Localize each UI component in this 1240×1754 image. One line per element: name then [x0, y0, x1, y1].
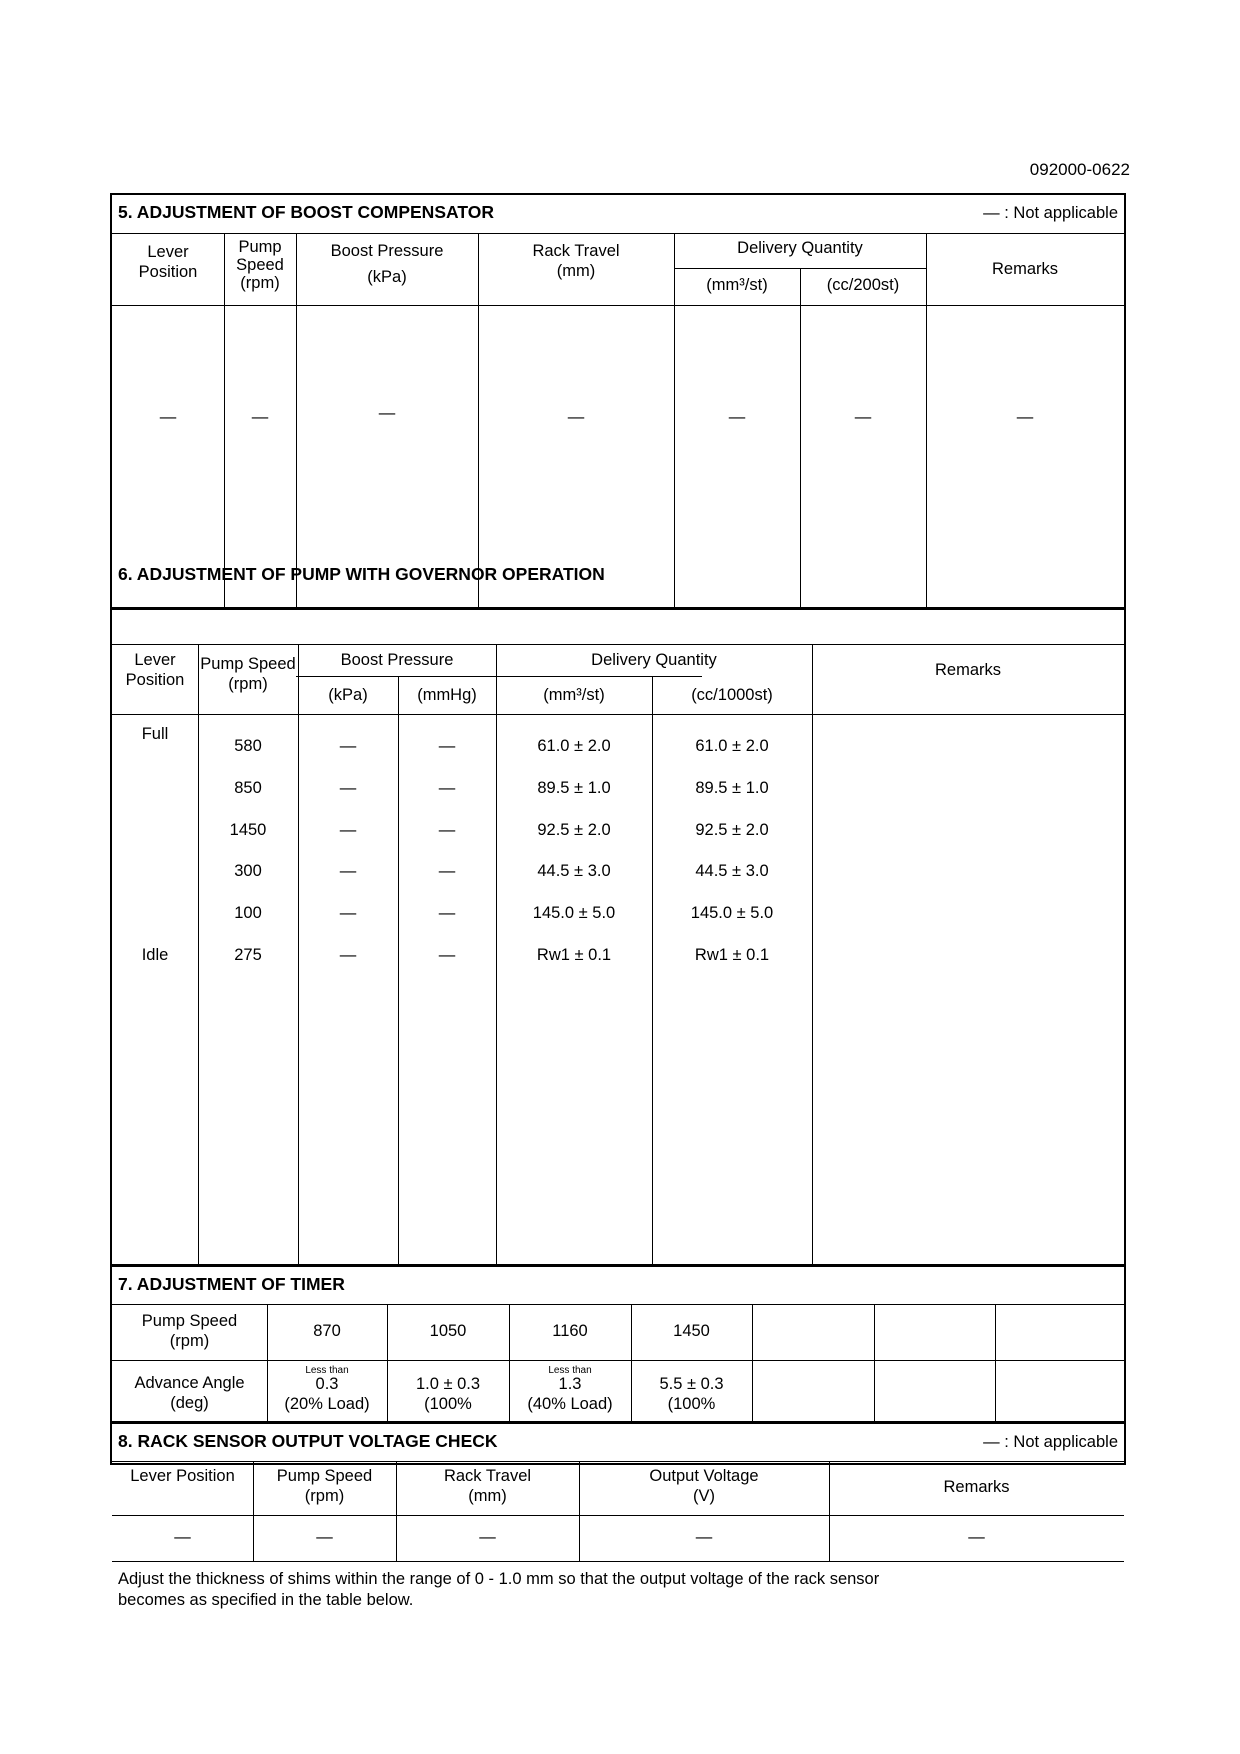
cell-delivery-mm3: 89.5 ± 1.0: [537, 779, 611, 797]
divider: [652, 676, 653, 1264]
cell-delivery-mm3: —: [728, 408, 746, 426]
cell-remarks: —: [1016, 408, 1034, 426]
cell-boost-kpa: —: [339, 779, 357, 797]
header-remarks: Remarks: [943, 1478, 1010, 1496]
divider: [112, 1264, 1124, 1267]
not-applicable-note: — : Not applicable: [983, 204, 1118, 222]
divider: [874, 1304, 875, 1421]
cell-pump-speed: 850: [234, 779, 262, 797]
cell-advance-angle: Less than 0.3 (20% Load): [284, 1365, 370, 1413]
header-rack-travel: Rack Travel (mm): [532, 242, 620, 280]
cell-delivery-mm3: 92.5 ± 2.0: [537, 821, 611, 839]
header-cc-per-1000st: (cc/1000st): [691, 686, 773, 704]
cell-lever-position: —: [174, 1528, 191, 1546]
section-6-title: 6. ADJUSTMENT OF PUMP WITH GOVERNOR OPERATION: [118, 564, 605, 584]
cell-boost-kpa: —: [339, 946, 357, 964]
divider: [112, 305, 1124, 306]
header-advance-angle: Advance Angle (deg): [134, 1374, 245, 1412]
cell-pump-speed: 100: [234, 904, 262, 922]
divider: [296, 676, 702, 677]
header-remarks: Remarks: [991, 260, 1058, 278]
cell-boost-kpa: —: [339, 821, 357, 839]
cell-delivery-cc: —: [854, 408, 872, 426]
section-5-title: 5. ADJUSTMENT OF BOOST COMPENSATOR: [118, 202, 494, 222]
section-divider: [112, 607, 1124, 610]
cell-pump-speed: —: [316, 1528, 333, 1546]
cell-boost-mmhg: —: [438, 904, 456, 922]
header-boost-pressure: Boost Pressure: [340, 651, 454, 669]
cell-advance-angle: 1.0 ± 0.3 (100%: [415, 1375, 481, 1413]
cell-delivery-mm3: 145.0 ± 5.0: [532, 904, 616, 922]
divider: [112, 1421, 1124, 1424]
cell-pump-speed: 580: [234, 737, 262, 755]
header-lever-position: Lever Position: [125, 651, 185, 689]
cell-boost-mmhg: —: [438, 821, 456, 839]
section-8-title: 8. RACK SENSOR OUTPUT VOLTAGE CHECK: [118, 1431, 498, 1451]
divider: [812, 644, 813, 1264]
cell-advance-angle: 5.5 ± 0.3 (100%: [659, 1375, 724, 1413]
cell-delivery-cc: 89.5 ± 1.0: [695, 779, 769, 797]
cell-lever-position: Full: [141, 725, 169, 743]
header-lever-position: Lever Position: [138, 243, 198, 281]
cell-timer-speed: 870: [313, 1322, 341, 1340]
divider: [752, 1304, 753, 1421]
header-lever-position: Lever Position: [130, 1467, 235, 1485]
divider: [800, 268, 801, 607]
header-delivery-quantity: Delivery Quantity: [591, 651, 717, 669]
cell-delivery-cc: 44.5 ± 3.0: [695, 862, 769, 880]
cell-boost-mmhg: —: [438, 862, 456, 880]
header-mmhg: (mmHg): [417, 686, 477, 704]
divider: [112, 644, 1124, 645]
header-mm3-per-st: (mm³/st): [706, 276, 768, 294]
divider: [112, 1360, 1124, 1361]
header-output-voltage: Output Voltage (V): [649, 1467, 759, 1505]
divider: [112, 1304, 1124, 1305]
cell-boost-mmhg: —: [438, 946, 456, 964]
document-number: 092000-0622: [1029, 160, 1130, 179]
cell-delivery-cc: 92.5 ± 2.0: [695, 821, 769, 839]
divider: [995, 1304, 996, 1421]
cell-pump-speed: 1450: [229, 821, 267, 839]
cell-timer-speed: 1050: [429, 1322, 467, 1340]
divider: [112, 714, 1124, 715]
divider: [112, 1461, 1124, 1462]
specification-sheet: [110, 193, 1126, 1609]
cell-advance-angle: Less than 1.3 (40% Load): [527, 1365, 613, 1413]
cell-remarks: —: [968, 1528, 985, 1546]
cell-delivery-cc: 145.0 ± 5.0: [690, 904, 774, 922]
divider: [112, 233, 1124, 234]
divider: [398, 676, 399, 1264]
cell-lever-position: —: [159, 408, 177, 426]
cell-boost-kpa: —: [339, 737, 357, 755]
cell-pump-speed: —: [251, 408, 269, 426]
divider: [112, 1515, 1124, 1516]
cell-delivery-mm3: 61.0 ± 2.0: [537, 737, 611, 755]
header-delivery-quantity: Delivery Quantity: [737, 239, 863, 257]
cell-rack-travel: —: [567, 408, 585, 426]
cell-pump-speed: 300: [234, 862, 262, 880]
cell-pump-speed: 275: [234, 946, 262, 964]
header-pump-speed: Pump Speed (rpm): [276, 1467, 373, 1505]
header-remarks: Remarks: [934, 661, 1001, 679]
cell-boost-kpa: —: [339, 862, 357, 880]
header-pump-speed: Pump Speed (rpm): [141, 1312, 238, 1350]
rack-sensor-note: Adjust the thickness of shims within the range of 0 - 1.0 mm so that the output voltage of the rack sensor becomes as specified in the table below.: [118, 1570, 880, 1609]
not-applicable-note: — : Not applicable: [983, 1433, 1118, 1451]
divider: [112, 1561, 1124, 1562]
cell-delivery-mm3: 44.5 ± 3.0: [537, 862, 611, 880]
header-pump-speed: Pump Speed (rpm): [236, 238, 284, 292]
cell-timer-speed: 1450: [673, 1322, 710, 1340]
header-kpa: (kPa): [328, 686, 368, 704]
header-pump-speed: Pump Speed (rpm): [200, 655, 296, 693]
cell-rack-travel: —: [479, 1528, 496, 1546]
cell-delivery-cc: 61.0 ± 2.0: [695, 737, 769, 755]
header-mm3-per-st: (mm³/st): [543, 686, 605, 704]
section-7-title: 7. ADJUSTMENT OF TIMER: [118, 1274, 345, 1294]
cell-delivery-cc: Rw1 ± 0.1: [694, 946, 770, 964]
cell-boost-mmhg: —: [438, 779, 456, 797]
header-rack-travel: Rack Travel (mm): [443, 1467, 532, 1505]
cell-output-voltage: —: [695, 1528, 713, 1546]
cell-boost-mmhg: —: [438, 737, 456, 755]
cell-timer-speed: 1160: [552, 1322, 588, 1340]
header-boost-pressure: Boost Pressure (kPa): [330, 242, 444, 286]
cell-boost-kpa: —: [339, 904, 357, 922]
cell-boost-pressure: —: [378, 404, 396, 422]
cell-delivery-mm3: Rw1 ± 0.1: [536, 946, 612, 964]
cell-lever-position: Idle: [141, 946, 169, 964]
header-cc-per-200st: (cc/200st): [826, 276, 900, 294]
